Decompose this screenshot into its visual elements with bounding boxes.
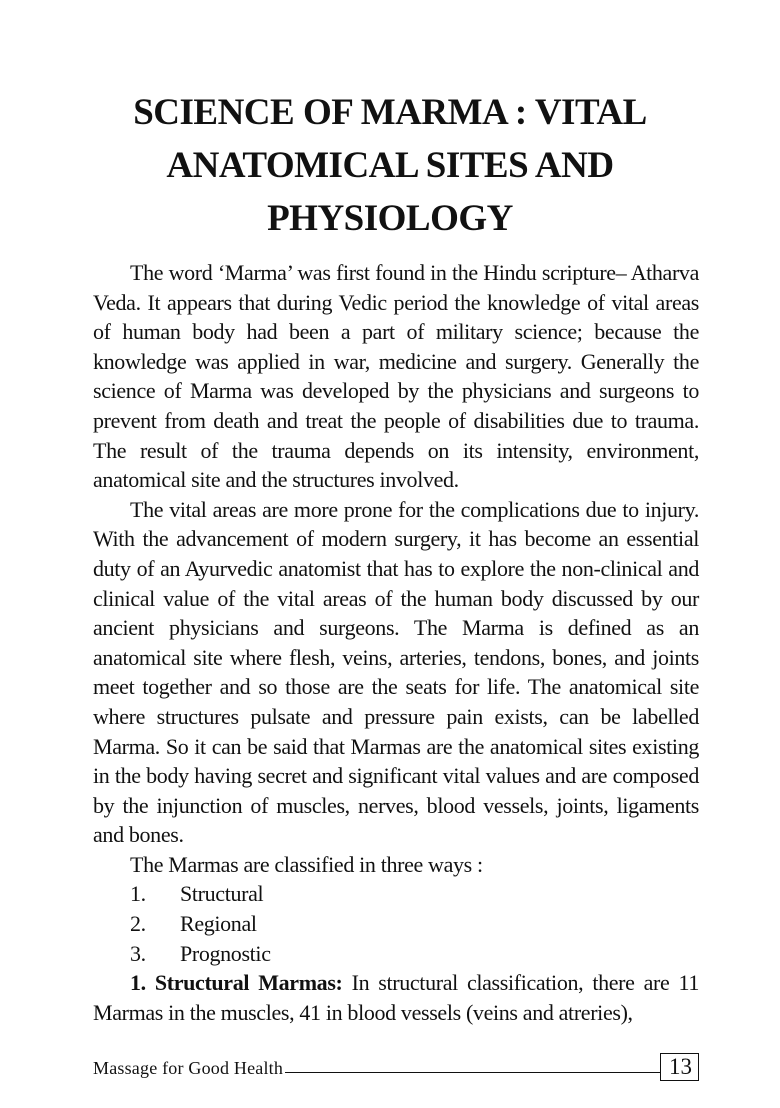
list-item	[130, 909, 699, 939]
footer-rule	[285, 1072, 660, 1073]
chapter-title-line-2: ANATOMICAL SITES AND	[166, 145, 614, 186]
list-item	[130, 879, 699, 909]
list-item-label: Structural	[180, 881, 264, 907]
chapter-title	[60, 86, 720, 245]
paragraph-vital-areas: The vital areas are more prone for the complications due to injury. With the advancement of modern surgery, it has become an essential duty of an Ayurvedic anatomist that has to explore the non-clinical and clinical value of the vital areas of the human body discussed by our ancient physicians and surgeons. The Marma is defined as an anatomical site where flesh, veins, arteries, tendons, bones, and joints meet together and so those are the seats for life. The anatomical site where structures pulsate and pressure pain exists, can be labelled Marma. So it can be said that Marmas are the anatomical sites existing in the body having secret and significant vital values and are composed by the injunction of muscles, nerves, blood vessels, joints, ligaments and bones.	[93, 496, 699, 848]
structural-marmas-heading: 1. Structural Marmas:	[130, 970, 343, 996]
list-item-number: 2.	[130, 911, 146, 937]
list-item-number: 1.	[130, 881, 146, 907]
paragraph-structural-marmas	[93, 968, 699, 1027]
list-item-label: Regional	[180, 911, 257, 937]
chapter-title-line-3: PHYSIOLOGY	[267, 198, 513, 239]
list-item-label: Prognostic	[180, 940, 271, 966]
structural-marmas-text: In structural classification, there are 11 Marmas in the muscles, 41 in blood vessels (veins and atreries),	[93, 970, 699, 1025]
footer-book-title: Massage for Good Health	[93, 1058, 284, 1078]
classification-list	[93, 879, 699, 968]
chapter-title-line-1: SCIENCE OF MARMA : VITAL	[133, 92, 647, 133]
list-item	[130, 939, 699, 969]
paragraph-intro: The word ‘Marma’ was first found in the Hindu scripture– Atharva Veda. It appears that during Vedic period the knowledge of vital areas of human body had been a part of military science; because the knowledge was applied in war, medicine and surgery. Generally the science of Marma was developed by the physicians and surgeons to prevent from death and treat the people of disabilities due to trauma. The result of the trauma depends on its intensity, environment, anatomical site and the structures involved.	[93, 260, 699, 493]
body-text	[93, 258, 699, 1027]
classification-intro: The Marmas are classified in three ways :	[130, 851, 483, 877]
page-number: 13	[660, 1053, 699, 1081]
list-item-number: 3.	[130, 940, 146, 966]
page-footer	[93, 1053, 699, 1081]
